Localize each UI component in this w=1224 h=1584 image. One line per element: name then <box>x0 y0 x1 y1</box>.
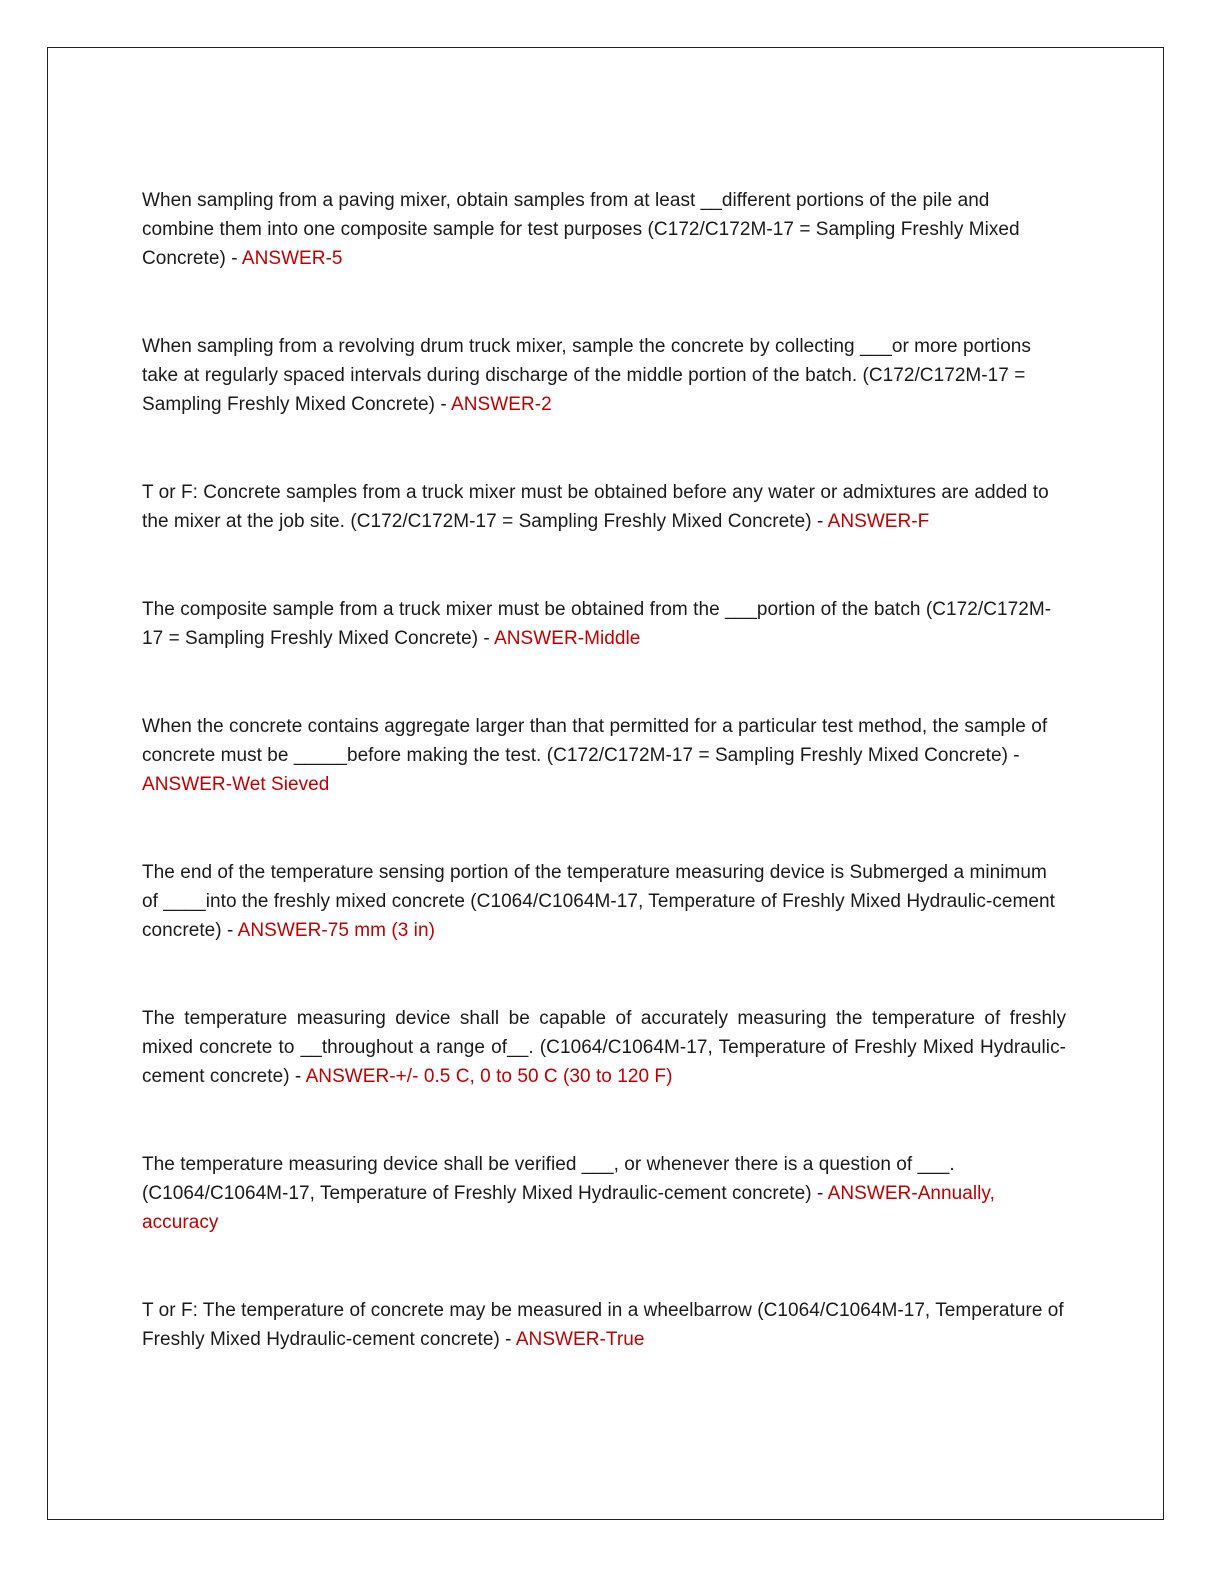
qa-item-3 <box>142 478 1066 536</box>
question-text: When sampling from a paving mixer, obtain samples from at least __different portions of the pile and combine them into one composite sample for test purposes (C172/C172M-17 = Sampling Freshly Mixed Concrete) - <box>142 190 1020 269</box>
answer-text: ANSWER-F <box>827 511 930 532</box>
answer-text: ANSWER-75 mm (3 in) <box>237 920 435 941</box>
qa-item-5 <box>142 712 1066 799</box>
answer-text: ANSWER-Wet Sieved <box>142 774 330 795</box>
answer-text: ANSWER-True <box>515 1329 645 1350</box>
question-text: The end of the temperature sensing portion of the temperature measuring device is Submerged a minimum of ____into the freshly mixed concrete (C1064/C1064M-17, Temperature of Freshly Mixed Hydraulic-cement concrete) - <box>142 862 1055 941</box>
answer-text: ANSWER-Middle <box>494 628 641 649</box>
question-text: The temperature measuring device shall be capable of accurately measuring the temperature of freshly mixed concrete to __throughout a range of__. (C1064/C1064M-17, Temperature of Freshly Mixed Hydraulic-cement concrete) - <box>142 1008 1066 1087</box>
answer-text: ANSWER-+/- 0.5 C, 0 to 50 C (30 to 120 F) <box>305 1066 673 1087</box>
answer-text: ANSWER-2 <box>451 394 552 415</box>
question-text: T or F: The temperature of concrete may be measured in a wheelbarrow (C1064/C1064M-17, Temperature of Freshly Mixed Hydraulic-cement concrete) - <box>142 1300 1064 1350</box>
answer-text: ANSWER-5 <box>241 248 343 269</box>
question-text: When the concrete contains aggregate larger than that permitted for a particular test method, the sample of concrete must be _____before making the test. (C172/C172M-17 = Sampling Freshly Mixed Concrete) - <box>142 716 1048 766</box>
qa-item-4 <box>142 595 1066 653</box>
document-body <box>142 186 1066 1413</box>
qa-item-8 <box>142 1150 1066 1237</box>
question-text: When sampling from a revolving drum truck mixer, sample the concrete by collecting ___or more portions take at regularly spaced intervals during discharge of the middle portion of the batch. (C172/C172M-17 = Sampling Freshly Mixed Concrete) - <box>142 336 1031 415</box>
question-text: T or F: Concrete samples from a truck mixer must be obtained before any water or admixtures are added to the mixer at the job site. (C172/C172M-17 = Sampling Freshly Mixed Concrete) - <box>142 482 1049 532</box>
qa-item-1 <box>142 186 1066 273</box>
qa-item-2 <box>142 332 1066 419</box>
question-text: The composite sample from a truck mixer must be obtained from the ___portion of the batch (C172/C172M-17 = Sampling Freshly Mixed Concrete) - <box>142 599 1052 649</box>
question-text: The temperature measuring device shall be verified ___, or whenever there is a question of ___. (C1064/C1064M-17, Temperature of Freshly Mixed Hydraulic-cement concrete) - <box>142 1154 955 1204</box>
answer-text: ANSWER-Annually, accuracy <box>142 1183 995 1233</box>
qa-item-9 <box>142 1296 1066 1354</box>
qa-item-6 <box>142 858 1066 945</box>
qa-item-7 <box>142 1004 1066 1091</box>
